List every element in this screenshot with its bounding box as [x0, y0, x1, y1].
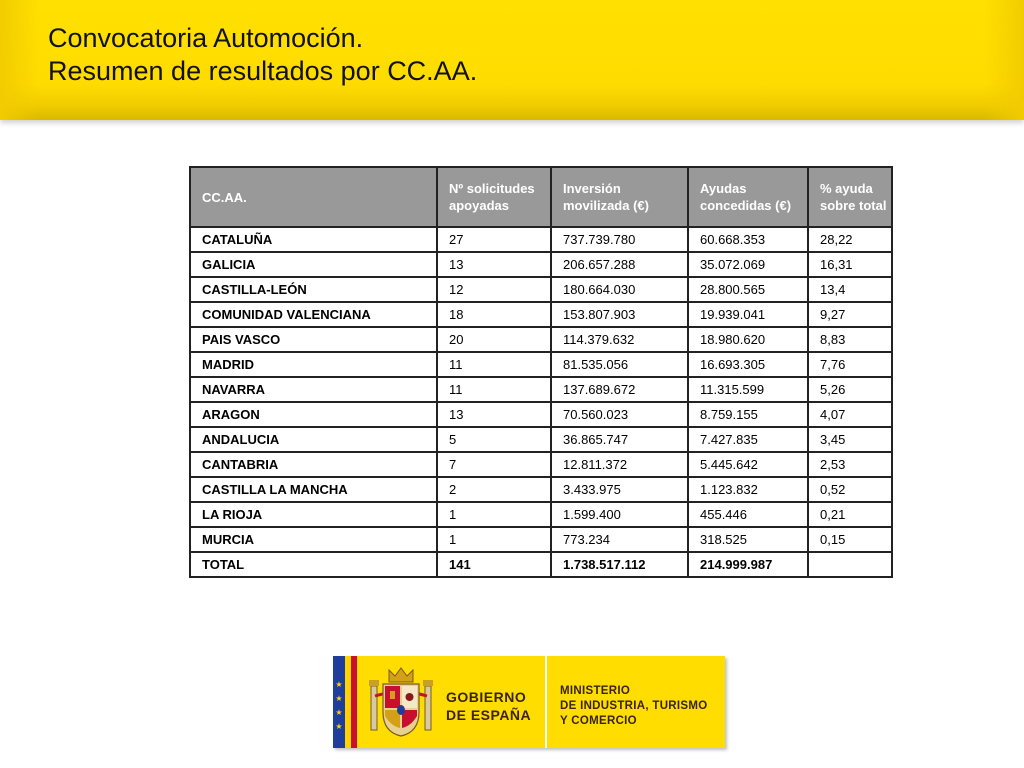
cell-total-ayudas: 214.999.987	[688, 552, 808, 577]
table-row	[190, 427, 892, 452]
ministry-name	[560, 684, 708, 729]
cell-porcentaje: 3,45	[808, 427, 892, 452]
eu-spain-flag-icon: ★ ★ ★ ★	[333, 656, 357, 748]
cell-solicitudes: 11	[437, 377, 551, 402]
cell-solicitudes: 11	[437, 352, 551, 377]
cell-solicitudes: 18	[437, 302, 551, 327]
title-banner	[0, 0, 1024, 120]
cell-porcentaje: 8,83	[808, 327, 892, 352]
cell-ayudas: 5.445.642	[688, 452, 808, 477]
cell-ccaa: GALICIA	[190, 252, 437, 277]
cell-porcentaje: 7,76	[808, 352, 892, 377]
cell-ccaa: ARAGON	[190, 402, 437, 427]
cell-porcentaje: 2,53	[808, 452, 892, 477]
cell-ayudas: 16.693.305	[688, 352, 808, 377]
cell-ccaa: NAVARRA	[190, 377, 437, 402]
cell-porcentaje: 0,15	[808, 527, 892, 552]
cell-ccaa: CASTILLA-LEÓN	[190, 277, 437, 302]
cell-ayudas: 18.980.620	[688, 327, 808, 352]
slide-title-line-1: Convocatoria Automoción.	[48, 23, 364, 53]
cell-ayudas: 11.315.599	[688, 377, 808, 402]
cell-ayudas: 455.446	[688, 502, 808, 527]
cell-ccaa: CASTILLA LA MANCHA	[190, 477, 437, 502]
cell-ccaa: PAIS VASCO	[190, 327, 437, 352]
cell-inversion: 137.689.672	[551, 377, 688, 402]
cell-porcentaje: 9,27	[808, 302, 892, 327]
cell-porcentaje: 13,4	[808, 277, 892, 302]
ministry-line-2: DE INDUSTRIA, TURISMO	[560, 700, 708, 712]
cell-porcentaje: 4,07	[808, 402, 892, 427]
cell-porcentaje: 5,26	[808, 377, 892, 402]
cell-total-inversion: 1.738.517.112	[551, 552, 688, 577]
coat-of-arms-icon	[369, 666, 433, 740]
table-row	[190, 277, 892, 302]
government-logo	[333, 656, 725, 748]
table-row	[190, 352, 892, 377]
cell-inversion: 70.560.023	[551, 402, 688, 427]
cell-ccaa: MADRID	[190, 352, 437, 377]
cell-ayudas: 7.427.835	[688, 427, 808, 452]
table-row	[190, 252, 892, 277]
slide-title	[48, 22, 477, 88]
cell-porcentaje: 0,52	[808, 477, 892, 502]
cell-inversion: 153.807.903	[551, 302, 688, 327]
cell-inversion: 114.379.632	[551, 327, 688, 352]
cell-solicitudes: 1	[437, 527, 551, 552]
cell-ccaa: MURCIA	[190, 527, 437, 552]
cell-inversion: 773.234	[551, 527, 688, 552]
cell-porcentaje: 16,31	[808, 252, 892, 277]
table-row	[190, 377, 892, 402]
cell-ccaa: LA RIOJA	[190, 502, 437, 527]
results-table	[189, 166, 893, 578]
cell-inversion: 1.599.400	[551, 502, 688, 527]
cell-ayudas: 8.759.155	[688, 402, 808, 427]
cell-ayudas: 28.800.565	[688, 277, 808, 302]
cell-inversion: 180.664.030	[551, 277, 688, 302]
cell-solicitudes: 20	[437, 327, 551, 352]
table-row	[190, 477, 892, 502]
cell-solicitudes: 1	[437, 502, 551, 527]
table-row	[190, 402, 892, 427]
table-header-row	[190, 167, 892, 227]
cell-ccaa: CATALUÑA	[190, 227, 437, 252]
cell-ayudas: 60.668.353	[688, 227, 808, 252]
cell-porcentaje: 28,22	[808, 227, 892, 252]
table-row	[190, 527, 892, 552]
cell-inversion: 81.535.056	[551, 352, 688, 377]
table-row	[190, 452, 892, 477]
cell-solicitudes: 5	[437, 427, 551, 452]
cell-inversion: 206.657.288	[551, 252, 688, 277]
ministry-line-3: Y COMERCIO	[560, 715, 637, 727]
header-ayudas: Ayudas concedidas (€)	[688, 167, 808, 227]
ministry-line-1: MINISTERIO	[560, 685, 631, 697]
cell-ccaa: CANTABRIA	[190, 452, 437, 477]
cell-ayudas: 1.123.832	[688, 477, 808, 502]
government-line-1: GOBIERNO	[446, 689, 527, 705]
cell-ccaa: ANDALUCIA	[190, 427, 437, 452]
table-row	[190, 502, 892, 527]
cell-total-label: TOTAL	[190, 552, 437, 577]
cell-ayudas: 35.072.069	[688, 252, 808, 277]
cell-total-porcentaje	[808, 552, 892, 577]
cell-ayudas: 19.939.041	[688, 302, 808, 327]
table-row	[190, 302, 892, 327]
cell-inversion: 12.811.372	[551, 452, 688, 477]
cell-total-solicitudes: 141	[437, 552, 551, 577]
cell-solicitudes: 13	[437, 252, 551, 277]
table-row	[190, 327, 892, 352]
header-inversion: Inversión movilizada (€)	[551, 167, 688, 227]
header-ccaa: CC.AA.	[190, 167, 437, 227]
government-line-2: DE ESPAÑA	[446, 707, 532, 723]
cell-porcentaje: 0,21	[808, 502, 892, 527]
header-porcentaje: % ayuda sobre total	[808, 167, 892, 227]
cell-inversion: 737.739.780	[551, 227, 688, 252]
cell-inversion: 3.433.975	[551, 477, 688, 502]
cell-ayudas: 318.525	[688, 527, 808, 552]
logo-divider	[545, 656, 547, 748]
table-row	[190, 227, 892, 252]
cell-ccaa: COMUNIDAD VALENCIANA	[190, 302, 437, 327]
header-solicitudes: Nº solicitudes apoyadas	[437, 167, 551, 227]
table-total-row	[190, 552, 892, 577]
cell-solicitudes: 7	[437, 452, 551, 477]
slide-title-line-2: Resumen de resultados por CC.AA.	[48, 56, 478, 86]
cell-solicitudes: 2	[437, 477, 551, 502]
cell-solicitudes: 13	[437, 402, 551, 427]
cell-solicitudes: 27	[437, 227, 551, 252]
cell-solicitudes: 12	[437, 277, 551, 302]
cell-inversion: 36.865.747	[551, 427, 688, 452]
government-name	[446, 688, 531, 724]
